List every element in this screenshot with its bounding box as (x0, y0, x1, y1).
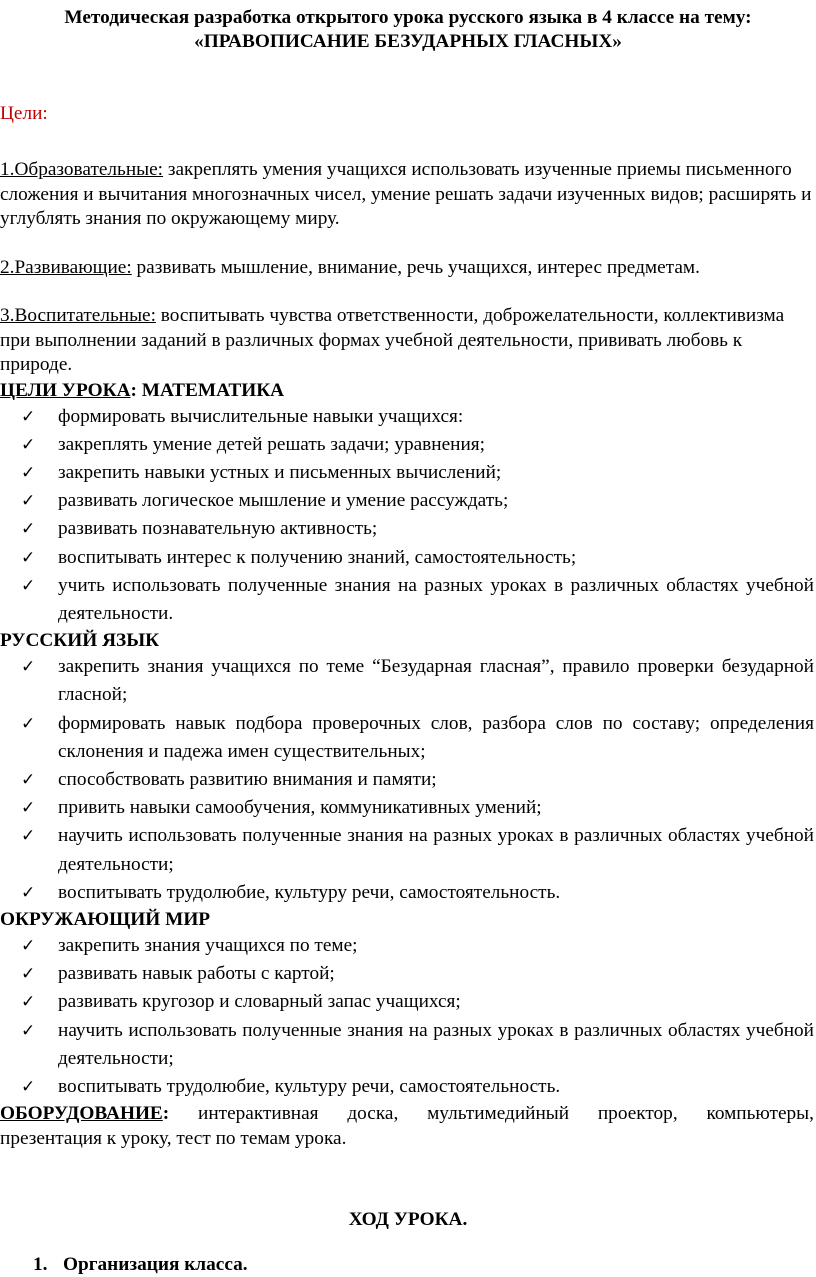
list-item: ✓ развивать познавательную активность; (0, 515, 816, 543)
goals-heading: Цели: (0, 103, 48, 124)
checkmark-icon: ✓ (21, 992, 36, 1013)
checkmark-icon: ✓ (21, 935, 36, 956)
lesson-plan-heading: ХОД УРОКА. (348, 1209, 468, 1231)
lesson-goals-heading-underlined: ЦЕЛИ УРОКА (0, 379, 131, 401)
lesson-step-label: Организация класса. (63, 1254, 248, 1276)
goal-educational (0, 158, 816, 232)
list-item: ✓ закрепить навыки устных и письменных вычислений; (0, 459, 816, 487)
world-goals-list (0, 932, 816, 1101)
list-item: ✓ закреплять умение детей решать задачи; уравнения; (0, 431, 816, 459)
goal-educational-text: закреплять умения учащихся использовать изученные приемы письменного сложения и вычитания многозначных чисел, умение решать задачи изученных видов; расширять и углублять знания по окружающему миру. (0, 159, 812, 229)
checkmark-icon: ✓ (21, 1020, 36, 1041)
checkmark-icon: ✓ (21, 769, 36, 790)
checkmark-icon: ✓ (21, 1076, 36, 1097)
checkmark-icon: ✓ (21, 406, 36, 427)
checkmark-icon: ✓ (21, 964, 36, 985)
checkmark-icon: ✓ (21, 713, 36, 734)
list-item: ✓ закрепить знания учащихся по теме; (0, 932, 816, 960)
document-page (0, 6, 816, 1277)
list-item: ✓ формировать вычислительные навыки учащихся: (0, 403, 816, 431)
list-item: ✓ способствовать развитию внимания и памяти; (0, 766, 816, 794)
equipment-line2: презентация к уроку, тест по темам урока. (0, 1128, 347, 1150)
checkmark-icon: ✓ (21, 547, 36, 568)
list-item: ✓ научить использовать полученные знания на разных уроках в различных областях учебной деятельности; (0, 1017, 816, 1073)
goal-developing-text: развивать мышление, внимание, речь учащихся, интерес предметам. (131, 256, 700, 278)
checkmark-icon: ✓ (21, 462, 36, 483)
goal-upbringing-text: воспитывать чувства ответственности, доброжелательности, коллективизма при выполнении заданий в различных формах учебной деятельности, прививать любовь к природе. (0, 305, 785, 375)
checkmark-icon: ✓ (21, 434, 36, 455)
goal-upbringing (0, 304, 816, 378)
list-item: ✓ воспитывать трудолюбие, культуру речи, самостоятельность. (0, 879, 816, 907)
checkmark-icon: ✓ (21, 798, 36, 819)
equipment-label: ОБОРУДОВАНИЕ (0, 1103, 163, 1125)
goal-developing (0, 256, 816, 281)
lesson-step-1 (0, 1253, 816, 1277)
goal-developing-label: 2.Развивающие: (0, 256, 132, 278)
goal-upbringing-label: 3.Воспитательные: (0, 305, 156, 326)
list-item: ✓ формировать навык подбора проверочных слов, разбора слов по составу; определения склонения и падежа имен существительных; (0, 710, 816, 766)
checkmark-icon: ✓ (21, 575, 36, 596)
checkmark-icon: ✓ (21, 826, 36, 847)
checkmark-icon: ✓ (21, 657, 36, 678)
list-item: ✓ учить использовать полученные знания на разных уроках в различных областях учебной деятельности. (0, 572, 816, 628)
list-item: ✓ воспитывать интерес к получению знаний, самостоятельность; (0, 544, 816, 572)
document-title-line1: Методическая разработка открытого урока русского языка в 4 классе на тему: (64, 7, 752, 28)
equipment-paragraph (0, 1101, 816, 1151)
list-item: ✓ научить использовать полученные знания на разных уроках в различных областях учебной деятельности; (0, 822, 816, 878)
world-heading: ОКРУЖАЮЩИЙ МИР (0, 908, 211, 930)
list-item: ✓ привить навыки самообучения, коммуникативных умений; (0, 794, 816, 822)
lesson-goals-heading (0, 378, 816, 403)
russian-heading: РУССКИЙ ЯЗЫК (0, 630, 160, 652)
checkmark-icon: ✓ (21, 519, 36, 540)
goal-educational-label: 1.Образовательные: (0, 159, 164, 180)
lesson-step-number: 1. (33, 1254, 48, 1276)
list-item: ✓ развивать логическое мышление и умение рассуждать; (0, 487, 816, 515)
checkmark-icon: ✓ (21, 882, 36, 903)
list-item: ✓ развивать навык работы с картой; (0, 960, 816, 988)
list-item: ✓ воспитывать трудолюбие, культуру речи, самостоятельность. (0, 1073, 816, 1101)
list-item: ✓ развивать кругозор и словарный запас учащихся; (0, 988, 816, 1016)
checkmark-icon: ✓ (21, 491, 36, 512)
math-goals-list (0, 403, 816, 629)
document-title-line2: «ПРАВОПИСАНИЕ БЕЗУДАРНЫХ ГЛАСНЫХ» (194, 31, 622, 52)
lesson-goals-heading-subject: : МАТЕМАТИКА (130, 379, 285, 401)
list-item: ✓ закрепить знания учащихся по теме “Безударная гласная”, правило проверки безударной гласной; (0, 653, 816, 709)
russian-goals-list (0, 653, 816, 907)
equipment-line1: ОБОРУДОВАНИЕ: интерактивная доска, мультимедийный проектор, компьютеры, (0, 1103, 814, 1125)
